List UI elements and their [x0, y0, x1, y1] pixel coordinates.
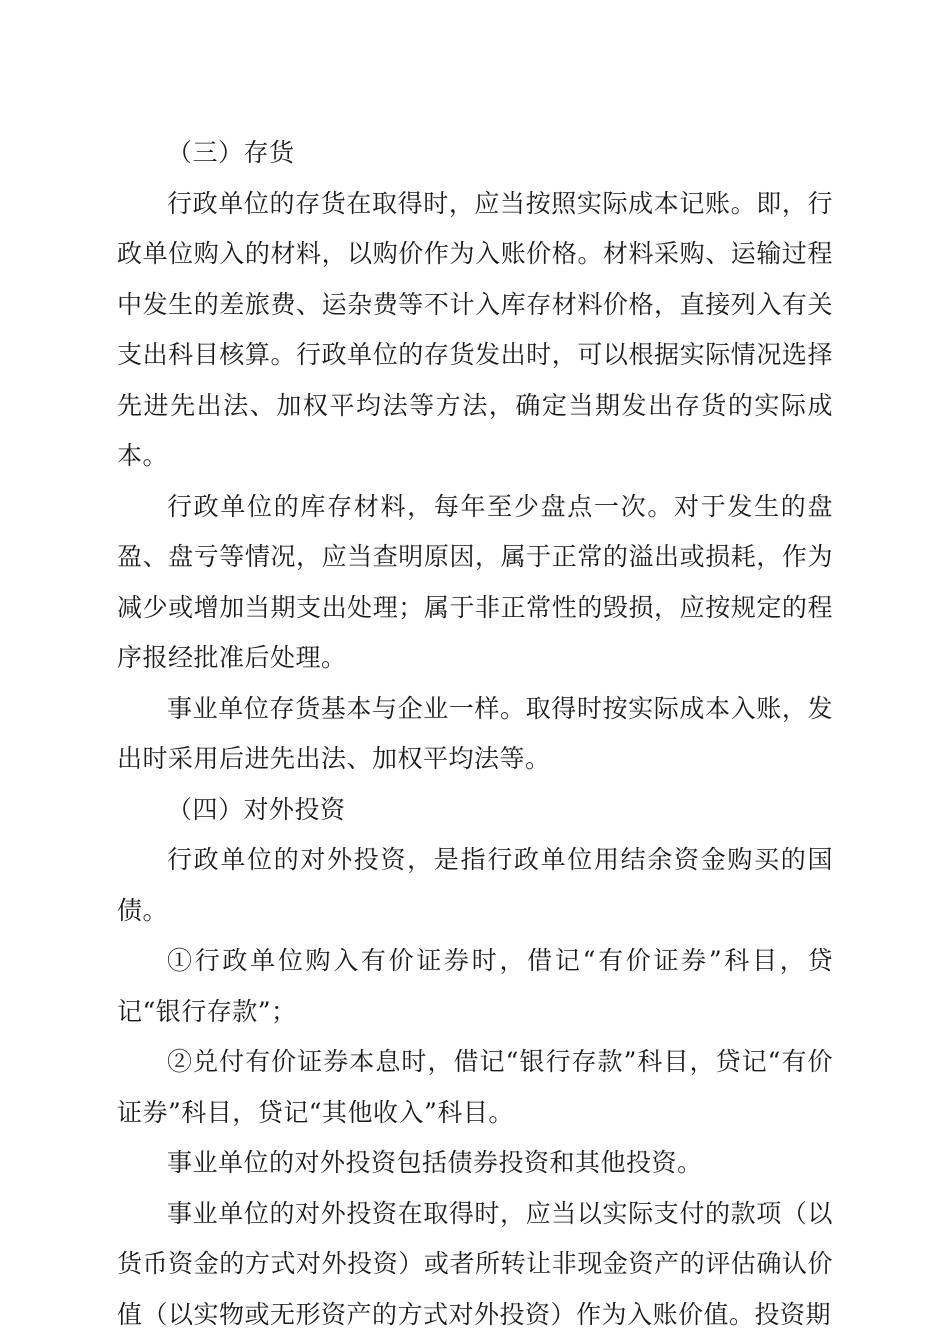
section-heading-investment: （四）对外投资 — [167, 794, 346, 824]
document-body — [117, 128, 833, 1340]
paragraph-redeem-securities: ②兑付有价证券本息时，借记“银行存款”科目，贷记“有价证券”科目，贷记“其他收入”科目。 — [117, 1047, 833, 1127]
paragraph-institution-investment-valuation: 事业单位的对外投资在取得时，应当以实际支付的款项（以货币资金的方式对外投资）或者所转让非现金资产的评估确认价值（以实物或无形资产的方式对外投资）作为入账价值。投资期 — [117, 1198, 833, 1329]
paragraph-institution-investment-types: 事业单位的对外投资包括债券投资和其他投资。 — [167, 1148, 703, 1177]
paragraph-institution-inventory: 事业单位存货基本与企业一样。取得时按实际成本入账，发出时采用后进先出法、加权平均法等。 — [117, 693, 833, 773]
paragraph-inventory-acquisition: 行政单位的存货在取得时，应当按照实际成本记账。即，行政单位购入的材料，以购价作为入账价格。材料采购、运输过程中发生的差旅费、运杂费等不计入库存材料价格，直接列入有关支出科目核算。行政单位的存货发出时，可以根据实际情况选择先进先出法、加权平均法等方法，确定当期发出存货的实际成本。 — [117, 188, 833, 470]
section-heading-inventory: （三）存货 — [167, 138, 295, 167]
paragraph-purchase-securities: ①行政单位购入有价证券时，借记“有价证券”科目，贷记“银行存款”； — [117, 946, 833, 1026]
paragraph-inventory-count: 行政单位的库存材料，每年至少盘点一次。对于发生的盘盈、盘亏等情况，应当查明原因，属于正常的溢出或损耗，作为减少或增加当期支出处理；属于非正常性的毁损，应按规定的程序报经批准后处理。 — [117, 491, 833, 672]
paragraph-admin-investment: 行政单位的对外投资，是指行政单位用结余资金购买的国债。 — [117, 845, 833, 925]
